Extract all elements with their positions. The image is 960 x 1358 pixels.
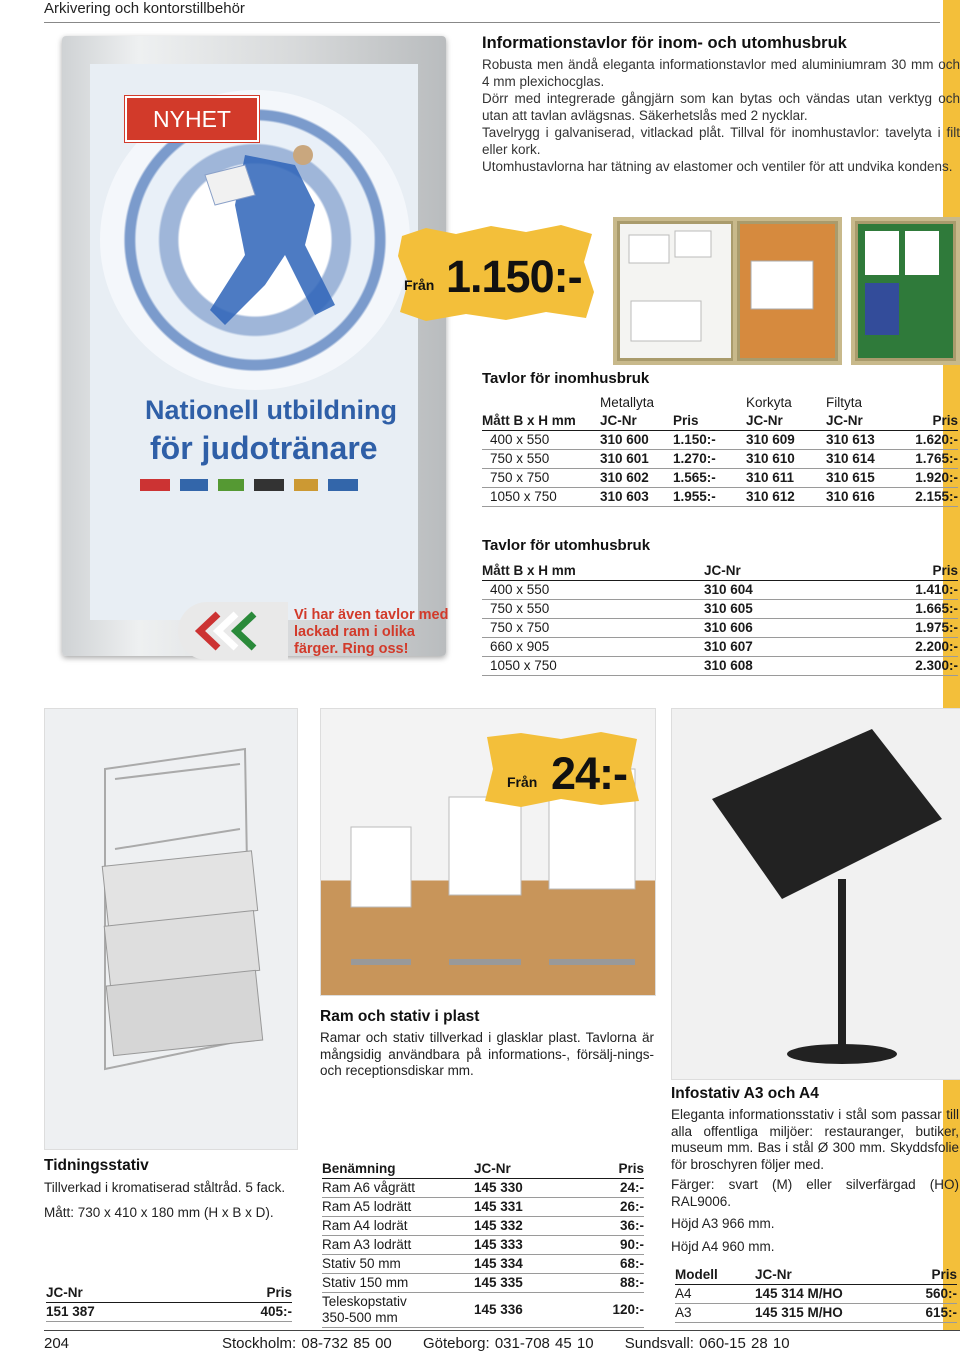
table-row [322,1217,644,1236]
cell-price: 120:- [584,1293,644,1328]
group-header-felt: Filtyta [826,395,863,410]
cell-jc-nr: 145 330 [474,1179,584,1198]
infostand-height-a4: Höjd A4 960 mm. [671,1238,775,1254]
table-row [322,1274,644,1293]
table-row [322,1236,644,1255]
group-header-cork: Korkyta [746,395,792,410]
cell-size: 750 x 550 [482,600,704,619]
cell-jc-nr: 145 332 [474,1217,584,1236]
header-price: Pris [854,562,958,581]
cell-price: 1.955:- [673,488,746,507]
cell-price: 1.620:- [896,431,958,450]
cell-size: 750 x 550 [482,450,600,469]
cell-price: 1.410:- [854,581,958,600]
cell-name-line: 350-500 mm [322,1310,398,1325]
newspaper-dims: Mått: 730 x 410 x 180 mm (H x B x D). [44,1204,274,1220]
cell-jc-nr: 310 603 [600,488,673,507]
infostand-title: Infostativ A3 och A4 [671,1085,819,1102]
cell-jc-nr: 145 315 M/HO [755,1304,895,1323]
cell-price: 68:- [584,1255,644,1274]
group-header-metal: Metallyta [600,395,655,410]
price-prefix: Från [507,774,538,790]
cell-name: Stativ 50 mm [322,1255,474,1274]
stand-illustration [672,709,960,1079]
cell-price: 1.150:- [673,431,746,450]
cell-jc-nr: 145 334 [474,1255,584,1274]
cell-price: 36:- [584,1217,644,1236]
cell-size: 660 x 905 [482,638,704,657]
cell-name: Ram A6 vågrätt [322,1179,474,1198]
page-number: 204 [44,1335,70,1352]
newspaper-rack-description [44,1180,294,1225]
board-notes-illustration [855,221,948,353]
sponsor-logos [140,476,380,494]
table-row [482,657,958,676]
cell-price: 88:- [584,1274,644,1293]
cell-name-line: Teleskopstativ [322,1294,407,1309]
price-value: 24:- [551,748,628,799]
cell-jc-nr: 310 605 [704,600,854,619]
info-boards-title: Informationstavlor för inom- och utomhusbruk [482,34,847,52]
infostand-height-a3: Höjd A3 966 mm. [671,1216,775,1231]
header-size: Mått B x H mm [482,562,704,581]
cell-jc-nr: 310 614 [826,450,896,469]
frames-description [320,1030,654,1084]
cell-price: 1.665:- [854,600,958,619]
cell-price: 2.300:- [854,657,958,676]
newspaper-price-table [46,1284,292,1322]
table-row [322,1198,644,1217]
header-price: Pris [895,1266,957,1285]
description-paragraph: Tavelrygg i galvaniserad, vitlackad plåt. Tillval för inomhustavlor: tavelyta i filt eller kork. [482,125,960,157]
outdoor-price-table [482,562,958,676]
cell-size: 1050 x 750 [482,488,600,507]
cell-jc-nr: 310 601 [600,450,673,469]
cell-price: 615:- [895,1304,957,1323]
cell-price: 1.270:- [673,450,746,469]
cell-name: Ram A4 lodrät [322,1217,474,1236]
cell-name: Stativ 150 mm [322,1274,474,1293]
cell-jc-nr: 310 602 [600,469,673,488]
header-divider [44,22,940,23]
header-model: Modell [675,1266,755,1285]
table-row [482,638,958,657]
info-stand-photo [671,708,960,1080]
cell-size: 1050 x 750 [482,657,704,676]
cell-jc-nr: 310 613 [826,431,896,450]
infostand-colors: Färger: svart (M) eller silverfärgad (HO) RAL9006. [671,1177,959,1209]
table-row [322,1293,644,1328]
header-price: Pris [195,1284,292,1303]
table-header [482,412,958,431]
table-row [46,1303,292,1322]
price-burst [481,729,641,809]
price-burst [396,222,596,324]
cell-jc-nr: 310 616 [826,488,896,507]
cell-jc-nr: 310 604 [704,581,854,600]
cell-price: 560:- [895,1285,957,1304]
table-header [675,1266,957,1285]
header-jc-nr: JC-Nr [755,1266,895,1285]
table-row [675,1304,957,1323]
newspaper-rack-title: Tidningsstativ [44,1157,149,1174]
contact-goteborg: Göteborg: 031-708 45 10 [422,1335,594,1352]
cell-jc-nr: 145 336 [474,1293,584,1328]
cell-price: 405:- [195,1303,292,1322]
table-row [322,1179,644,1198]
cell-jc-nr: 310 600 [600,431,673,450]
cell-jc-nr: 145 333 [474,1236,584,1255]
cell-price: 1.920:- [896,469,958,488]
header-jc-nr: JC-Nr [600,412,673,431]
cell-size: 400 x 550 [482,431,600,450]
cell-jc-nr: 310 615 [826,469,896,488]
cell-jc-nr: 145 335 [474,1274,584,1293]
table-header [46,1284,292,1303]
table-group-header [482,394,958,412]
footer-divider [44,1330,960,1331]
cell-price: 1.975:- [854,619,958,638]
cell-price: 26:- [584,1198,644,1217]
cell-jc-nr: 310 607 [704,638,854,657]
contact-sundsvall: Sundsvall: 060-15 28 10 [624,1335,790,1352]
header-size: Mått B x H mm [482,412,600,431]
cell-jc-nr: 310 610 [746,450,826,469]
contact-stockholm: Stockholm: 08-732 85 00 [222,1335,392,1352]
table-header [482,562,958,581]
header-jc-nr: JC-Nr [46,1284,195,1303]
section-title: Arkivering och kontorstillbehör [44,0,245,17]
indoor-price-table [482,394,958,507]
frames-price-table [322,1160,644,1328]
cell-price: 1.565:- [673,469,746,488]
infostand-description [671,1107,959,1259]
cell-name: Ram A3 lodrätt [322,1236,474,1255]
table-row [482,450,958,469]
outdoor-table-title: Tavlor för utomhusbruk [482,537,651,554]
cell-jc-nr: 145 314 M/HO [755,1285,895,1304]
header-name: Benämning [322,1160,474,1179]
cell-jc-nr: 310 608 [704,657,854,676]
cell-price: 2.200:- [854,638,958,657]
header-jc-nr: JC-Nr [746,412,826,431]
board-notes-illustration [737,221,830,353]
cell-jc-nr: 310 609 [746,431,826,450]
newspaper-text: Tillverkad i kromatiserad ståltråd. 5 fack. [44,1180,286,1195]
header-jc-nr: JC-Nr [704,562,854,581]
cell-jc-nr: 145 331 [474,1198,584,1217]
header-price: Pris [584,1160,644,1179]
cell-name [322,1293,474,1328]
table-row [675,1285,957,1304]
newspaper-rack-photo [44,708,298,1150]
indoor-table-title: Tavlor för inomhusbruk [482,370,650,387]
board-notes-illustration [617,221,726,353]
header-price: Pris [673,412,746,431]
chevron-logo-icon [178,602,288,660]
lacquered-frame-note: Vi har även tavlor med lackad ram i olika färger. Ring oss! [294,607,449,657]
poster-headline-2: för judotränare [150,430,378,466]
header-jc-nr: JC-Nr [826,412,896,431]
cell-size: 400 x 550 [482,581,704,600]
header-jc-nr: JC-Nr [474,1160,584,1179]
table-row [322,1255,644,1274]
table-row [482,581,958,600]
table-row [482,619,958,638]
description-paragraph: Dörr med integrerade gångjärn som kan bytas och vändas utan verktyg och utan att tavlan avlägsnas. Säkerhetslås med 2 nycklar. [482,91,960,123]
info-boards-description [482,56,960,175]
cell-price: 2.155:- [896,488,958,507]
price-prefix: Från [404,277,435,293]
cell-price: 24:- [584,1179,644,1198]
rack-illustration [45,709,297,1149]
plastic-frames-photo [320,708,656,996]
footer-contacts [222,1335,816,1352]
cell-price: 1.765:- [896,450,958,469]
cell-jc-nr: 310 611 [746,469,826,488]
cell-size: 750 x 750 [482,619,704,638]
cell-jc-nr: 310 612 [746,488,826,507]
description-paragraph: Utomhustavlorna har tätning av elastomer och ventiler för att undvika kondens. [482,159,953,174]
new-badge: NYHET [125,96,259,142]
poster-headline-1: Nationell utbildning [145,395,397,425]
cell-price: 90:- [584,1236,644,1255]
infostand-price-table [675,1266,957,1323]
table-row [482,600,958,619]
table-header [322,1160,644,1179]
judo-figure-illustration [185,135,355,345]
cell-model: A4 [675,1285,755,1304]
table-row [482,488,958,507]
cell-jc-nr: 151 387 [46,1303,195,1322]
metal-board-photo [613,217,738,365]
cell-model: A3 [675,1304,755,1323]
infostand-text: Eleganta informationsstativ i stål som passar till alla offentliga miljöer: restauranger, butiker, museum mm. Bas i stål Ø 300 mm. Skyddsfolie för broschyren följer med. [671,1107,959,1172]
description-paragraph: Robusta men ändå eleganta informationstavlor med aluminiumram 30 mm och 4 mm plexichocglas. [482,57,960,89]
header-price: Pris [896,412,958,431]
table-row [482,469,958,488]
cork-board-photo [733,217,842,365]
frames-title: Ram och stativ i plast [320,1008,480,1025]
cell-size: 750 x 750 [482,469,600,488]
cell-jc-nr: 310 606 [704,619,854,638]
cell-name: Ram A5 lodrätt [322,1198,474,1217]
felt-board-photo [851,217,960,365]
table-row [482,431,958,450]
price-value: 1.150:- [446,251,582,302]
frames-text: Ramar och stativ tillverkad i glasklar plast. Tavlorna är mångsidig användbara på informations-, försälj-nings- och receptionsdiskar mm. [320,1030,654,1078]
